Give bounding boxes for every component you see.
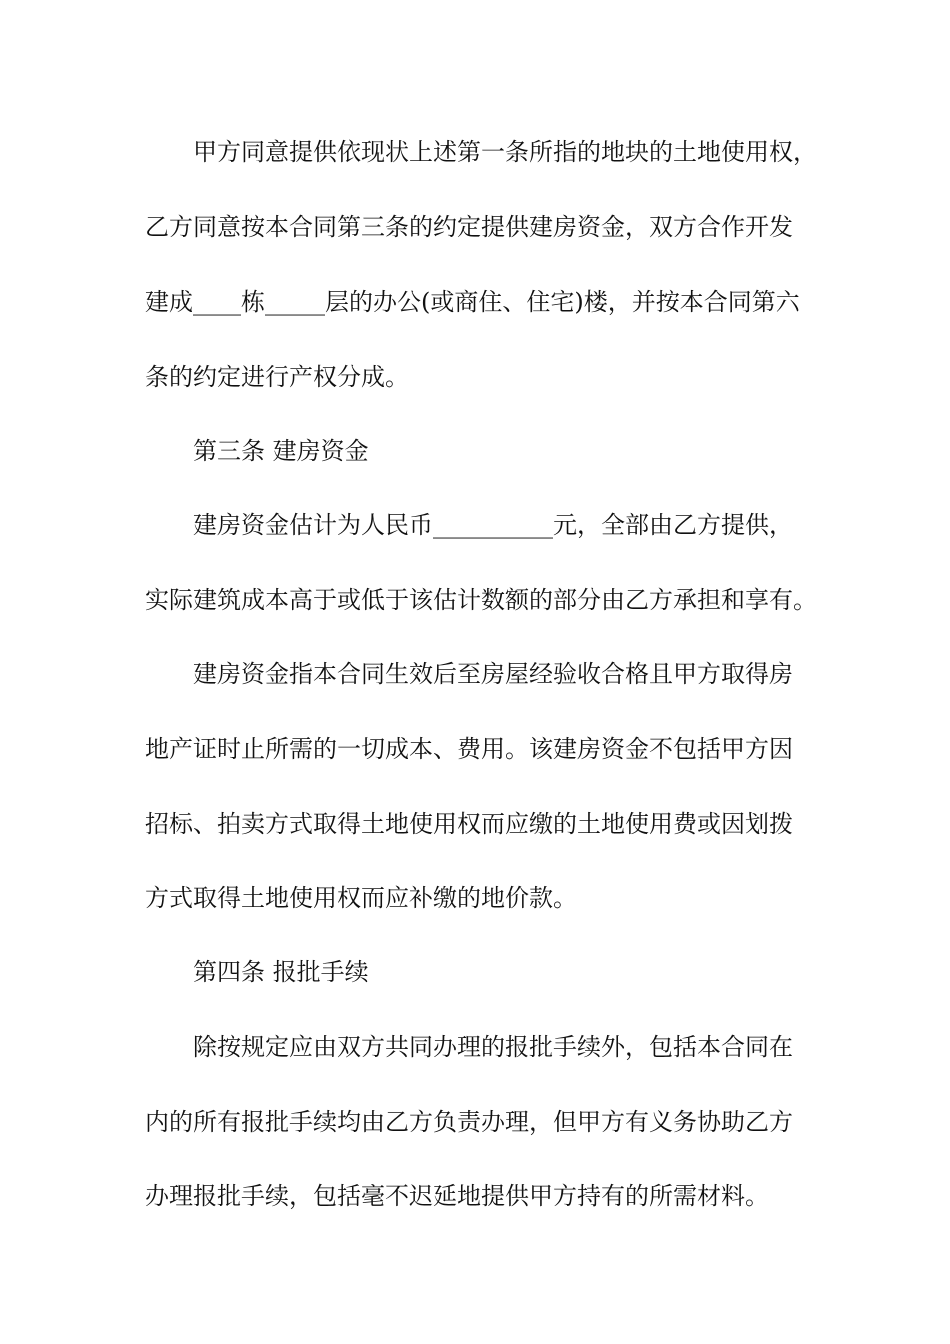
paragraph-line: 地产证时止所需的一切成本、费用。该建房资金不包括甲方因 (145, 735, 793, 763)
paragraph-line: 办理报批手续，包括毫不迟延地提供甲方持有的所需材料。 (145, 1182, 769, 1210)
paragraph-line: 实际建筑成本高于或低于该估计数额的部分由乙方承担和享有。 (145, 586, 817, 614)
paragraph-line: 招标、拍卖方式取得土地使用权而应缴的土地使用费或因划拨 (145, 810, 793, 838)
paragraph-line: 条的约定进行产权分成。 (145, 363, 409, 391)
paragraph-line: 建房资金估计为人民币__________元，全部由乙方提供， (193, 511, 793, 539)
paragraph-line: 建房资金指本合同生效后至房屋经验收合格且甲方取得房 (193, 660, 793, 688)
paragraph-line: 建成____栋_____层的办公(或商住、住宅)楼，并按本合同第六 (145, 288, 800, 316)
paragraph-line: 除按规定应由双方共同办理的报批手续外，包括本合同在 (193, 1033, 793, 1061)
paragraph-line: 甲方同意提供依现状上述第一条所指的地块的土地使用权， (193, 138, 817, 166)
section-heading: 第四条 报批手续 (193, 958, 369, 986)
paragraph-line: 方式取得土地使用权而应补缴的地价款。 (145, 884, 577, 912)
paragraph-line: 内的所有报批手续均由乙方负责办理，但甲方有义务协助乙方 (145, 1108, 793, 1136)
paragraph-line: 乙方同意按本合同第三条的约定提供建房资金，双方合作开发 (145, 213, 793, 241)
section-heading: 第三条 建房资金 (193, 437, 369, 465)
